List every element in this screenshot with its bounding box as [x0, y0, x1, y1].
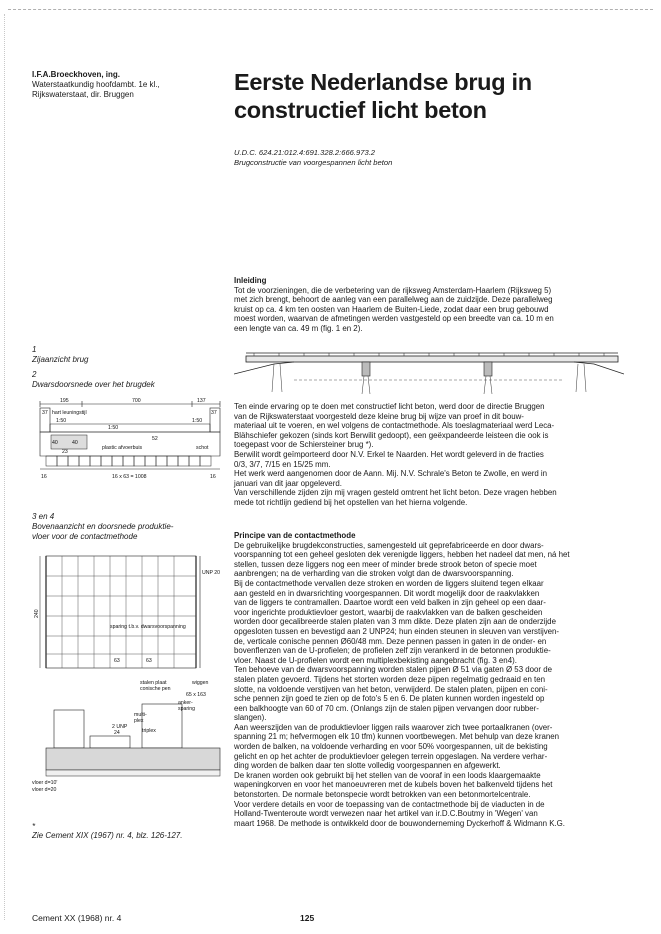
- plan-grid: [46, 556, 196, 668]
- caption-fig2-number: 2: [32, 370, 37, 379]
- udc-code: U.D.C. 624.21:012.4:691.328.2:666.973.2: [234, 148, 376, 157]
- author-block: [32, 70, 222, 100]
- proef-line: Het werk werd aangenomen door de Aann. Mij. N.V. Schrale's Beton te Zwolle, en werd in: [234, 469, 548, 479]
- top-rule: [8, 9, 653, 10]
- udc-block: [234, 148, 634, 167]
- figure-1-side-view: [234, 340, 624, 398]
- principe-line: wapeningkorven en voor het manoeuvreren met de kubels boven het balkenveld tijdens het: [234, 780, 553, 790]
- principe-line: een balkhoogte van 60 of 70 cm. (Onlangs zijn de stalen pijpen vervangen door rubber-: [234, 703, 539, 713]
- caption-fig34-number: 3 en 4: [32, 512, 55, 521]
- caption-fig2: [32, 370, 222, 390]
- label-sparing: sparing t.b.v. dwarsvoorspanning: [110, 624, 186, 630]
- principe-line: stalen platen gevoerd. Tijdens het storten worden deze pijpen regelmatig gedraaid en ten: [234, 674, 546, 684]
- label-vloer-10: vloer d=10': [32, 780, 58, 786]
- left-embankment: [234, 362, 294, 374]
- principe-line: de, verticale conische pennen Ø60/48 mm. Deze pennen passen in gaten in de onder- en: [234, 636, 547, 646]
- dim-700: 700: [132, 398, 141, 404]
- figure-3-plan-view: [32, 546, 228, 676]
- label-scale-1: 1:50: [56, 418, 67, 424]
- dim-37-right: 37: [211, 410, 217, 416]
- label-24: 24: [114, 730, 120, 736]
- proef-line: mede tot richtlijn gediend bij het opstellen van het hierna volgende.: [234, 497, 468, 507]
- principe-heading: Principe van de contactmethode: [234, 531, 356, 540]
- inleiding-line: kruist op ca. 4 km ten oosten van Haarlem de Buiten-Liede, zodat daar een brug gebouwd: [234, 304, 549, 314]
- principe-line: Holland-Twenteroute wordt verwezen naar het artikel van ir.D.C.Boutmy in 'Wegen' van: [234, 809, 538, 819]
- label-vloer-20: vloer d=20: [32, 787, 57, 793]
- dim-240: 240: [34, 609, 40, 618]
- beam-outlines: [46, 456, 211, 466]
- proef-line: materiaal uit te voeren, en wel volgens de contactmethode. Als toeslagmateriaal werd Leca-: [234, 421, 555, 431]
- principe-line: ding worden de balken daar ten slotte volledig voorgespannen en afgewerkt.: [234, 761, 501, 771]
- caption-fig34: [32, 512, 222, 542]
- author-line1: Waterstaatkundig hoofdambt. 1e kl.,: [32, 80, 160, 89]
- caption-fig1-number: 1: [32, 345, 37, 354]
- title-line2: constructief licht beton: [234, 97, 487, 123]
- caption-fig1-text: Zijaanzicht brug: [32, 355, 89, 364]
- footnote-text: Zie Cement XIX (1967) nr. 4, blz. 126-127.: [32, 831, 183, 840]
- principe-line: Ten behoeve van de dwarsvoorspanning worden stalen pijpen Ø 51 via gaten Ø 53 door de: [234, 665, 553, 675]
- piles: [272, 364, 586, 394]
- railing-posts: [254, 353, 604, 356]
- journal-reference: Cement XX (1968) nr. 4: [32, 913, 122, 923]
- inleiding-line: Tot de voorzieningen, die de verbetering van de rijksweg Amsterdam-Haarlem (Rijksweg 5): [234, 285, 552, 295]
- figure-2-cross-section: [32, 396, 228, 488]
- production-floor: [46, 748, 220, 770]
- inleiding-line: moest worden, waarvan de afmetingen werden vastgesteld op een breedte van ca. 10 m en: [234, 314, 554, 324]
- pier-right: [484, 362, 492, 376]
- principe-line: Bij de contactmethode vervallen deze stroken en worden de liggers sluitend tegen elkaar: [234, 578, 544, 588]
- principe-line: worden de balken, na voldoende verharding en voor 50% voorgespannen, uit de bekisting: [234, 742, 548, 752]
- principe-line: vloer. Naast de U-profielen wordt een multiplexbekisting aangebracht (fig. 3 en4).: [234, 655, 517, 665]
- principe-line: voor ingerichte produktievloer gestort, waarbij de raakvlakken van de balken gescheiden: [234, 607, 543, 617]
- label-stalen-plaat: stalen plaat: [140, 680, 167, 686]
- principe-line: Voor verdere details en voor de toepassing van de contactmethode bij de viaducten in de: [234, 799, 545, 809]
- subtitle: Brugconstructie van voorgespannen licht beton: [234, 157, 393, 167]
- principe-line: De kranen worden ook gebruikt bij het stellen van de vooraf in een loods klaargemaakte: [234, 770, 541, 780]
- label-afvoerbuis: plastic afvoerbuis: [102, 445, 143, 451]
- principe-line: aanbrengen; na de verharding van die stroken volgt dan de dwarsvoorspanning.: [234, 569, 514, 579]
- label-conische-pen: conische pen: [140, 686, 171, 692]
- principe-line: van de liggers te contramallen. Daartoe wordt een veld balken in zijn geheel op een daar-: [234, 598, 546, 608]
- label-scale-2: 1:50: [108, 425, 119, 431]
- label-unp20: UNP 20: [202, 570, 221, 576]
- label-plex: plex: [134, 718, 144, 724]
- section-inleiding: [234, 276, 620, 334]
- proef-line: Ten einde ervaring op te doen met constructief licht beton, werd door de directie Bruggen: [234, 402, 545, 411]
- label-schot: schot: [196, 445, 209, 451]
- label-dim-65x163: 65 x 163: [186, 692, 206, 698]
- label-multi: multi-: [134, 712, 147, 718]
- label-triplex: triplex: [142, 728, 156, 734]
- dim-16-left: 16: [41, 474, 47, 480]
- dim-37-left: 37: [42, 410, 48, 416]
- dim-195: 195: [60, 398, 69, 404]
- page-number: 125: [300, 913, 315, 923]
- subfloor: [46, 770, 220, 776]
- proef-line: Berwilit wordt geïmporteerd door N.V. Erkel te Naarden. Het wordt geleverd in de fracties: [234, 449, 544, 459]
- section-principe: [234, 531, 620, 828]
- inleiding-line: een lengte van ca. 49 m (fig. 1 en 2).: [234, 323, 363, 333]
- label-wiggen: wiggen: [192, 680, 209, 686]
- caption-fig34-line1: Bovenaanzicht en doorsnede produktie-: [32, 522, 174, 531]
- principe-line: betonstorten. De normale betonspecie wordt betrokken van een betonmortelcentrale.: [234, 790, 531, 800]
- page-edge: [4, 14, 5, 920]
- label-scale-3: 1:50: [192, 418, 203, 424]
- dim-63-a: 63: [114, 658, 120, 664]
- principe-line: De gebruikelijke brugdekconstructies, samengesteld uit geprefabriceerde en door dwars-: [234, 540, 544, 550]
- label-leuningstijl: hart leuningstijl: [52, 410, 87, 416]
- principe-line: worden door gecalibreerde stalen platen van 3 mm dikte. Deze platen zijn aan de onderzijde: [234, 617, 556, 627]
- dim-137: 137: [197, 398, 206, 404]
- inleiding-heading: Inleiding: [234, 276, 267, 285]
- caption-fig34-line2: vloer voor de contactmethode: [32, 532, 138, 541]
- right-embankment: [574, 362, 624, 374]
- label-anker-sparing: sparing: [178, 706, 196, 712]
- principe-line: sche pennen zijn goed te zien op de foto's 5 en 6. De platen kunnen worden ingesteld op: [234, 694, 545, 704]
- figure-4-section: [32, 676, 228, 794]
- proef-line: Blähschiefer gekozen (sinds kort Berwilit gedoopt), een geëxpandeerde leisteen die ook is: [234, 430, 549, 440]
- caption-fig1: [32, 345, 222, 365]
- dim-63-b: 63: [146, 658, 152, 664]
- principe-line: gelicht en op het achter de produktievloer gelegen terrein opgeslagen. Na verdere verhar-: [234, 751, 548, 761]
- principe-line: voorspanning tot een geheel gesloten dek verenigde liggers, hebben het nadeel dat men, ná het: [234, 550, 570, 560]
- principe-line: maart 1968. De methode is ontwikkeld door de bouwonderneming Dyckerhoff & Widmann K.G.: [234, 818, 565, 828]
- dim-52: 52: [152, 436, 158, 442]
- principe-line: slotte, na voldoende verstijven van het beton, verwijderd. De stalen platen, pijpen en coni-: [234, 684, 548, 694]
- bridge-deck: [246, 356, 618, 362]
- principe-line: slangen).: [234, 713, 267, 723]
- dim-1008: 16 x 63 = 1008: [112, 474, 147, 480]
- pier-left: [362, 362, 370, 376]
- proef-line: Van verschillende zijden zijn mij vragen gesteld omtrent het licht beton. Deze vragen hebben: [234, 488, 557, 498]
- principe-line: spanning 21 m; hefvermogen elk 10 tfm) kunnen voortbewegen. Met behulp van deze kranen: [234, 732, 560, 742]
- inleiding-line: met zich brengt, behoort de aanleg van een parallelweg aan de zuidzijde. Deze parallelweg: [234, 295, 553, 305]
- proef-line: toegepast voor de Schiersteiner brug *).: [234, 440, 374, 450]
- caption-fig2-text: Dwarsdoorsnede over het brugdek: [32, 380, 155, 389]
- dim-40-left: 40: [52, 440, 58, 446]
- principe-line: bovenflenzen van de U-profielen; de profielen zelf zijn verankerd in de betonnen produktie-: [234, 646, 551, 656]
- footnote: [32, 822, 182, 840]
- footnote-marker: *: [32, 822, 36, 831]
- dim-16-right: 16: [210, 474, 216, 480]
- principe-line: opgesloten tussen en bevestigd aan 2 UNP24; hun einden steunen in sleuven van verstijven-: [234, 626, 560, 636]
- dim-40-right: 40: [72, 440, 78, 446]
- proef-line: 0/3, 3/7, 7/15 en 15/25 mm.: [234, 459, 331, 469]
- author-name: I.F.A.Broeckhoven, ing.: [32, 70, 121, 79]
- label-2unp: 2 UNP: [112, 724, 128, 730]
- principe-line: stellen, tussen deze liggers nog een meer of minder brede strook beton of specie moet: [234, 559, 537, 569]
- principe-line: Aan weerszijden van de produktievloer liggen rails waarover zich twee portaalkranen (over-: [234, 722, 553, 732]
- author-line2: Rijkswaterstaat, dir. Bruggen: [32, 90, 134, 99]
- proef-line: van de Rijkswaterstaat voorgesteld deze kleine brug bij wijze van proef in dit bouw-: [234, 411, 524, 421]
- proef-line: januari van dit jaar opgeleverd.: [234, 478, 342, 488]
- label-anker: anker-: [178, 700, 193, 706]
- principe-line: aan gesteld en in dwarsrichting voorgespannen. Dit wordt mogelijk door de raakvlakken: [234, 588, 540, 598]
- section-proef: [234, 402, 620, 508]
- dim-23: 23: [62, 449, 68, 455]
- title-line1: Eerste Nederlandse brug in: [234, 69, 532, 95]
- article-title: [234, 68, 634, 124]
